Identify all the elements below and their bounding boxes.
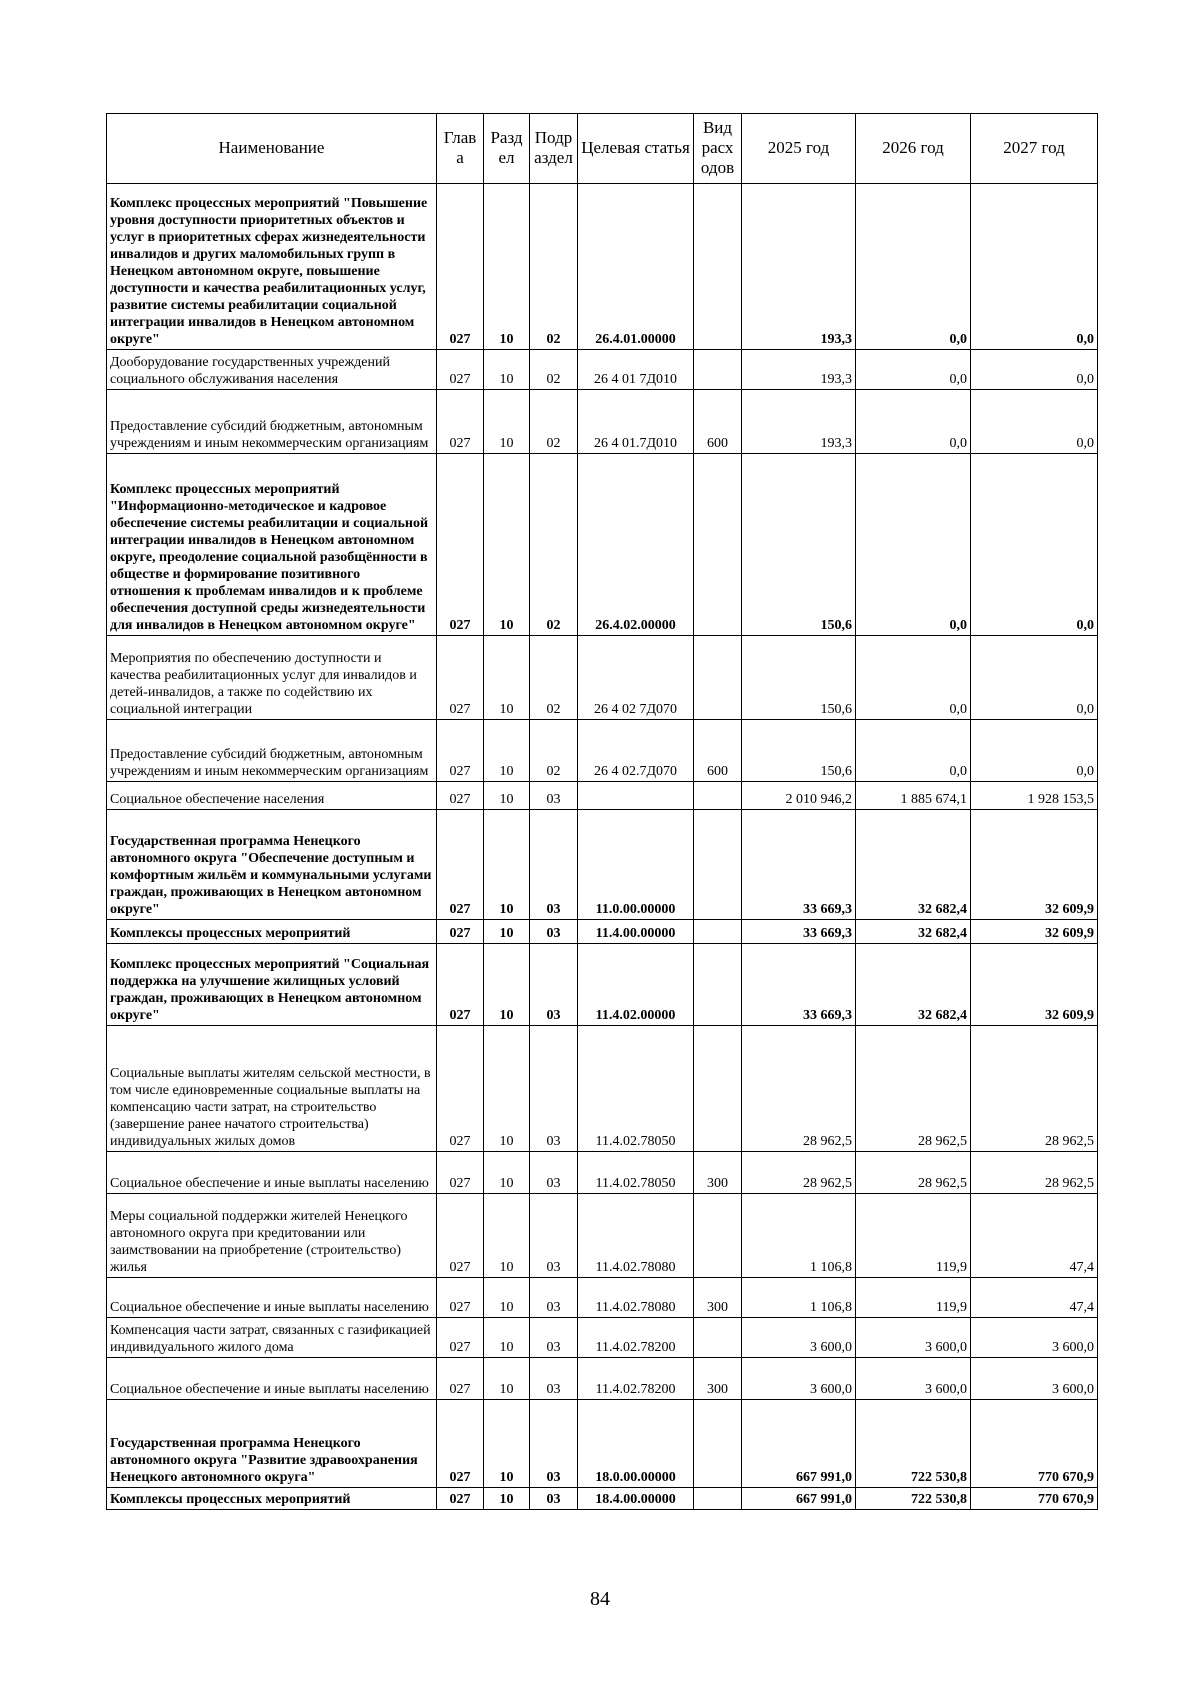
cell-2026: 28 962,5	[856, 1026, 971, 1152]
cell-2025: 1 106,8	[742, 1194, 856, 1278]
cell-podrazdel: 02	[530, 350, 578, 390]
cell-razdel: 10	[484, 810, 530, 920]
cell-2027: 0,0	[971, 184, 1098, 350]
cell-glava: 027	[437, 1318, 484, 1358]
cell-target-article: 18.4.00.00000	[578, 1488, 694, 1510]
cell-2027: 1 928 153,5	[971, 782, 1098, 810]
table-row	[107, 720, 1098, 782]
cell-podrazdel: 03	[530, 810, 578, 920]
cell-2026: 0,0	[856, 720, 971, 782]
cell-2026: 119,9	[856, 1278, 971, 1318]
cell-razdel: 10	[484, 1318, 530, 1358]
cell-name: Социальное обеспечение и иные выплаты населению	[107, 1152, 437, 1194]
cell-glava: 027	[437, 1278, 484, 1318]
table-row	[107, 1026, 1098, 1152]
cell-2027: 0,0	[971, 350, 1098, 390]
cell-2025: 150,6	[742, 454, 856, 636]
cell-2025: 667 991,0	[742, 1400, 856, 1488]
cell-name: Государственная программа Ненецкого автономного округа "Развитие здравоохранения Ненецкого автономного округа"	[107, 1400, 437, 1488]
cell-name: Государственная программа Ненецкого автономного округа "Обеспечение доступным и комфортным жильём и коммунальными услугами граждан, проживающих в Ненецком автономном округе"	[107, 810, 437, 920]
cell-2027: 32 609,9	[971, 920, 1098, 944]
cell-2026: 0,0	[856, 390, 971, 454]
cell-podrazdel: 02	[530, 454, 578, 636]
table-row	[107, 920, 1098, 944]
cell-target-article: 18.0.00.00000	[578, 1400, 694, 1488]
cell-razdel: 10	[484, 1194, 530, 1278]
cell-name: Мероприятия по обеспечению доступности и качества реабилитационных услуг для инвалидов и детей-инвалидов, а также по содействию их социальной интеграции	[107, 636, 437, 720]
cell-razdel: 10	[484, 1152, 530, 1194]
col-header-2027: 2027 год	[971, 114, 1098, 184]
cell-target-article: 26 4 02.7Д070	[578, 720, 694, 782]
cell-2025: 193,3	[742, 184, 856, 350]
cell-razdel: 10	[484, 720, 530, 782]
cell-razdel: 10	[484, 782, 530, 810]
cell-podrazdel: 02	[530, 390, 578, 454]
col-header-razdel: Разд ел	[484, 114, 530, 184]
cell-razdel: 10	[484, 390, 530, 454]
cell-2025: 33 669,3	[742, 810, 856, 920]
cell-2025: 193,3	[742, 390, 856, 454]
table-row	[107, 1278, 1098, 1318]
cell-podrazdel: 03	[530, 1194, 578, 1278]
cell-razdel: 10	[484, 1278, 530, 1318]
cell-expense-type: 600	[694, 390, 742, 454]
cell-name: Комплексы процессных мероприятий	[107, 1488, 437, 1510]
cell-target-article: 11.4.02.78200	[578, 1358, 694, 1400]
cell-2027: 770 670,9	[971, 1400, 1098, 1488]
table-row	[107, 1400, 1098, 1488]
cell-name: Комплекс процессных мероприятий "Повышение уровня доступности приоритетных объектов и услуг в приоритетных сферах жизнедеятельности инвалидов и других маломобильных групп в Ненецком автономном округе, повышение доступности и качества реабилитационных услуг, развитие системы реабилитации социальной интеграции инвалидов в Ненецком автономном округе"	[107, 184, 437, 350]
cell-razdel: 10	[484, 1400, 530, 1488]
cell-2027: 3 600,0	[971, 1318, 1098, 1358]
table-row	[107, 454, 1098, 636]
table-row	[107, 350, 1098, 390]
col-header-podrazdel: Подр аздел	[530, 114, 578, 184]
cell-2027: 770 670,9	[971, 1488, 1098, 1510]
cell-2025: 28 962,5	[742, 1026, 856, 1152]
cell-expense-type: 600	[694, 720, 742, 782]
cell-2027: 28 962,5	[971, 1152, 1098, 1194]
cell-expense-type: 300	[694, 1278, 742, 1318]
table-row	[107, 944, 1098, 1026]
cell-2027: 0,0	[971, 390, 1098, 454]
cell-target-article: 11.4.02.78080	[578, 1278, 694, 1318]
cell-razdel: 10	[484, 454, 530, 636]
table-row	[107, 390, 1098, 454]
cell-razdel: 10	[484, 350, 530, 390]
cell-glava: 027	[437, 810, 484, 920]
cell-expense-type	[694, 184, 742, 350]
table-row	[107, 1358, 1098, 1400]
cell-glava: 027	[437, 1026, 484, 1152]
cell-glava: 027	[437, 944, 484, 1026]
table-row	[107, 782, 1098, 810]
cell-glava: 027	[437, 184, 484, 350]
cell-target-article: 11.4.02.78200	[578, 1318, 694, 1358]
cell-expense-type	[694, 782, 742, 810]
cell-2025: 667 991,0	[742, 1488, 856, 1510]
cell-target-article: 11.4.02.78050	[578, 1026, 694, 1152]
cell-name: Предоставление субсидий бюджетным, автономным учреждениям и иным некоммерческим организациям	[107, 390, 437, 454]
cell-name: Комплексы процессных мероприятий	[107, 920, 437, 944]
cell-podrazdel: 03	[530, 1488, 578, 1510]
cell-podrazdel: 02	[530, 720, 578, 782]
cell-podrazdel: 02	[530, 636, 578, 720]
cell-glava: 027	[437, 454, 484, 636]
cell-2027: 32 609,9	[971, 944, 1098, 1026]
cell-2026: 3 600,0	[856, 1358, 971, 1400]
cell-2027: 47,4	[971, 1194, 1098, 1278]
cell-razdel: 10	[484, 1488, 530, 1510]
cell-glava: 027	[437, 920, 484, 944]
cell-2027: 47,4	[971, 1278, 1098, 1318]
cell-2027: 32 609,9	[971, 810, 1098, 920]
cell-target-article: 26 4 02 7Д070	[578, 636, 694, 720]
cell-glava: 027	[437, 1488, 484, 1510]
col-header-2025: 2025 год	[742, 114, 856, 184]
cell-expense-type	[694, 1400, 742, 1488]
cell-glava: 027	[437, 720, 484, 782]
cell-2025: 33 669,3	[742, 920, 856, 944]
cell-expense-type	[694, 1194, 742, 1278]
cell-2026: 32 682,4	[856, 944, 971, 1026]
cell-2025: 28 962,5	[742, 1152, 856, 1194]
col-header-2026: 2026 год	[856, 114, 971, 184]
cell-name: Социальное обеспечение и иные выплаты населению	[107, 1278, 437, 1318]
cell-glava: 027	[437, 782, 484, 810]
page-number: 84	[590, 1588, 610, 1610]
cell-target-article: 26 4 01.7Д010	[578, 390, 694, 454]
cell-2027: 0,0	[971, 720, 1098, 782]
table-row	[107, 184, 1098, 350]
cell-2026: 28 962,5	[856, 1152, 971, 1194]
cell-2025: 3 600,0	[742, 1318, 856, 1358]
cell-2026: 3 600,0	[856, 1318, 971, 1358]
cell-name: Социальное обеспечение и иные выплаты населению	[107, 1358, 437, 1400]
cell-2026: 32 682,4	[856, 920, 971, 944]
budget-table	[106, 113, 1098, 1510]
cell-2026: 119,9	[856, 1194, 971, 1278]
cell-target-article	[578, 782, 694, 810]
cell-2026: 0,0	[856, 350, 971, 390]
cell-expense-type	[694, 636, 742, 720]
cell-expense-type	[694, 920, 742, 944]
cell-podrazdel: 03	[530, 1026, 578, 1152]
cell-razdel: 10	[484, 944, 530, 1026]
cell-glava: 027	[437, 636, 484, 720]
cell-expense-type	[694, 1026, 742, 1152]
cell-2026: 32 682,4	[856, 810, 971, 920]
cell-name: Социальное обеспечение населения	[107, 782, 437, 810]
cell-target-article: 26.4.01.00000	[578, 184, 694, 350]
cell-name: Комплекс процессных мероприятий "Информационно-методическое и кадровое обеспечение системы реабилитации и социальной интеграции инвалидов в Ненецком автономном округе, преодоление социальной разобщённости в обществе и формирование позитивного отношения к проблемам инвалидов и к проблеме обеспечения доступной среды жизнедеятельности для инвалидов в Ненецком автономном округе"	[107, 454, 437, 636]
table-row	[107, 1194, 1098, 1278]
cell-target-article: 26 4 01 7Д010	[578, 350, 694, 390]
cell-expense-type	[694, 944, 742, 1026]
col-header-name: Наименование	[107, 114, 437, 184]
cell-name: Компенсация части затрат, связанных с газификацией индивидуального жилого дома	[107, 1318, 437, 1358]
cell-razdel: 10	[484, 920, 530, 944]
cell-expense-type	[694, 350, 742, 390]
table-row	[107, 1488, 1098, 1510]
cell-expense-type	[694, 454, 742, 636]
cell-name: Комплекс процессных мероприятий "Социальная поддержка на улучшение жилищных условий граждан, проживающих в Ненецком автономном округе"	[107, 944, 437, 1026]
col-header-expense-type: Вид расх одов	[694, 114, 742, 184]
cell-2026: 1 885 674,1	[856, 782, 971, 810]
cell-razdel: 10	[484, 636, 530, 720]
cell-glava: 027	[437, 1194, 484, 1278]
cell-name: Социальные выплаты жителям сельской местности, в том числе единовременные социальные выплаты на компенсацию части затрат, на строительство (завершение ранее начатого строительства) индивидуальных жилых домов	[107, 1026, 437, 1152]
cell-target-article: 11.4.00.00000	[578, 920, 694, 944]
cell-2027: 3 600,0	[971, 1358, 1098, 1400]
cell-2026: 0,0	[856, 184, 971, 350]
cell-glava: 027	[437, 390, 484, 454]
cell-2025: 2 010 946,2	[742, 782, 856, 810]
cell-2025: 150,6	[742, 720, 856, 782]
table-body	[107, 184, 1098, 1510]
cell-razdel: 10	[484, 1026, 530, 1152]
cell-name: Дооборудование государственных учреждений социального обслуживания населения	[107, 350, 437, 390]
cell-podrazdel: 03	[530, 1152, 578, 1194]
cell-2027: 28 962,5	[971, 1026, 1098, 1152]
cell-podrazdel: 03	[530, 1400, 578, 1488]
cell-expense-type: 300	[694, 1152, 742, 1194]
cell-2027: 0,0	[971, 636, 1098, 720]
cell-expense-type	[694, 810, 742, 920]
cell-podrazdel: 02	[530, 184, 578, 350]
cell-razdel: 10	[484, 184, 530, 350]
header-row	[107, 114, 1098, 184]
cell-podrazdel: 03	[530, 1278, 578, 1318]
cell-podrazdel: 03	[530, 944, 578, 1026]
cell-podrazdel: 03	[530, 1318, 578, 1358]
cell-target-article: 11.0.00.00000	[578, 810, 694, 920]
cell-target-article: 11.4.02.78050	[578, 1152, 694, 1194]
col-header-glava: Глав а	[437, 114, 484, 184]
cell-2026: 0,0	[856, 636, 971, 720]
cell-podrazdel: 03	[530, 1358, 578, 1400]
cell-target-article: 26.4.02.00000	[578, 454, 694, 636]
table-row	[107, 810, 1098, 920]
cell-podrazdel: 03	[530, 782, 578, 810]
cell-name: Меры социальной поддержки жителей Ненецкого автономного округа при кредитовании или заимствовании на приобретение (строительство) жилья	[107, 1194, 437, 1278]
cell-glava: 027	[437, 1358, 484, 1400]
cell-podrazdel: 03	[530, 920, 578, 944]
cell-2025: 193,3	[742, 350, 856, 390]
table-row	[107, 1152, 1098, 1194]
cell-2027: 0,0	[971, 454, 1098, 636]
cell-target-article: 11.4.02.78080	[578, 1194, 694, 1278]
cell-2026: 0,0	[856, 454, 971, 636]
cell-expense-type	[694, 1318, 742, 1358]
cell-2025: 1 106,8	[742, 1278, 856, 1318]
col-header-target-article: Целевая статья	[578, 114, 694, 184]
cell-2025: 33 669,3	[742, 944, 856, 1026]
cell-2025: 150,6	[742, 636, 856, 720]
cell-glava: 027	[437, 350, 484, 390]
cell-expense-type: 300	[694, 1358, 742, 1400]
cell-glava: 027	[437, 1400, 484, 1488]
cell-2026: 722 530,8	[856, 1400, 971, 1488]
cell-glava: 027	[437, 1152, 484, 1194]
cell-target-article: 11.4.02.00000	[578, 944, 694, 1026]
cell-2026: 722 530,8	[856, 1488, 971, 1510]
cell-razdel: 10	[484, 1358, 530, 1400]
table-row	[107, 1318, 1098, 1358]
cell-expense-type	[694, 1488, 742, 1510]
cell-2025: 3 600,0	[742, 1358, 856, 1400]
table-row	[107, 636, 1098, 720]
cell-name: Предоставление субсидий бюджетным, автономным учреждениям и иным некоммерческим организациям	[107, 720, 437, 782]
